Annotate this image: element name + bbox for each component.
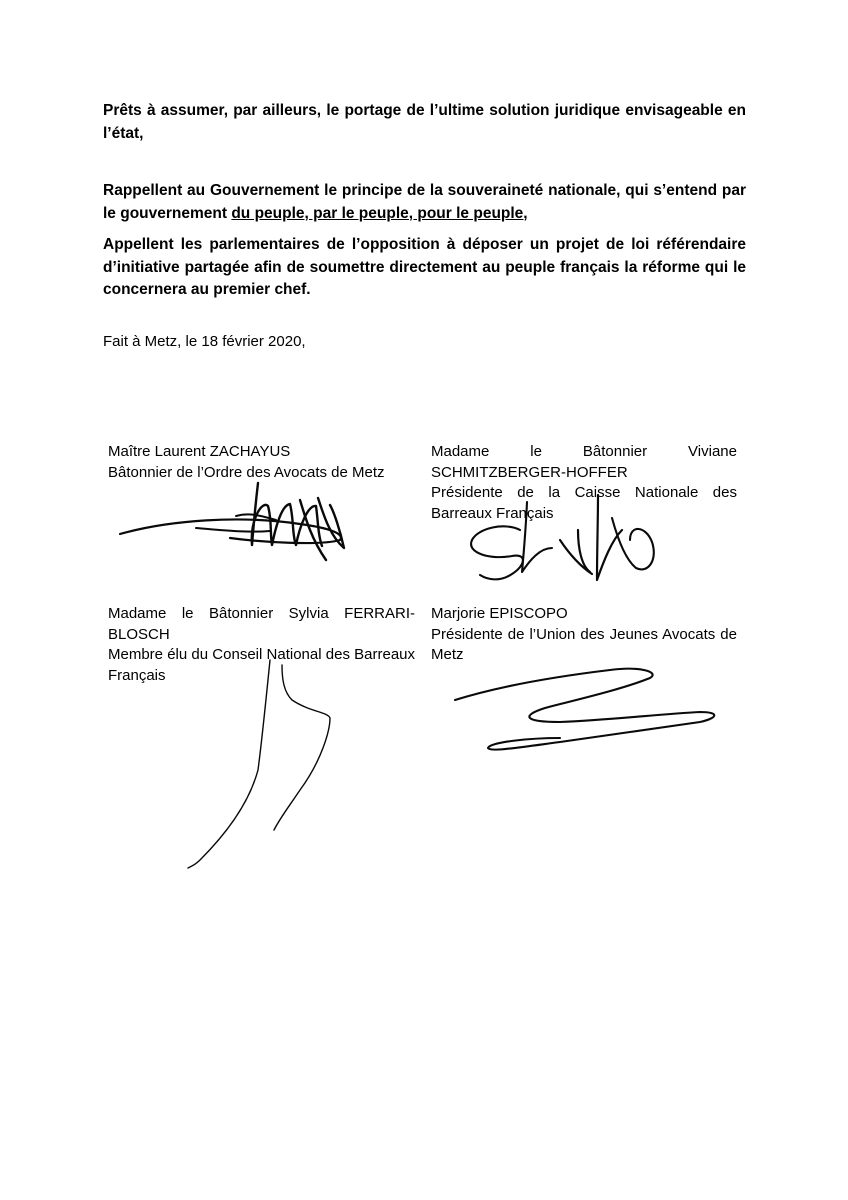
signatory-title: Bâtonnier de l’Ordre des Avocats de Metz — [108, 463, 385, 481]
paragraph-projet-loi: Appellent les parlementaires de l’opposition à déposer un projet de loi référendaire d’initiative partagée afin de soumettre directement au peuple français la réforme qui le concernera au premier chef. — [103, 236, 746, 298]
signatory-title: Présidente de la Caisse Nationale des Barreaux Français — [431, 484, 737, 522]
signatory-name: Maître Laurent ZACHAYUS — [108, 443, 291, 460]
signatory-name-line2: SCHMITZBERGER-HOFFER — [431, 463, 628, 481]
paragraph-souverainete-underlined: du peuple, par le peuple, pour le peuple, — [231, 204, 528, 222]
place-date: Fait à Metz, le 18 février 2020, — [103, 333, 306, 350]
signatory-title: Présidente de l’Union des Jeunes Avocats de Metz — [431, 625, 737, 663]
signatory-name-line2: BLOSCH — [108, 625, 170, 643]
signatory-name-line1: Madame le Bâtonnier Sylvia FERRARI- — [108, 605, 415, 622]
signatory-title: Membre élu du Conseil National des Barreaux Français — [108, 646, 415, 684]
signatory-name: Marjorie EPISCOPO — [431, 605, 568, 622]
paragraph-souverainete-text: Rappellent au Gouvernement le principe de la souveraineté nationale, qui s’entend par le gouvernement — [103, 182, 746, 222]
paragraph-solution-juridique: Prêts à assumer, par ailleurs, le portage de l’ultime solution juridique envisageable en l’état, — [103, 102, 746, 142]
signatory-name-line1: Madame le Bâtonnier Viviane — [431, 443, 737, 460]
